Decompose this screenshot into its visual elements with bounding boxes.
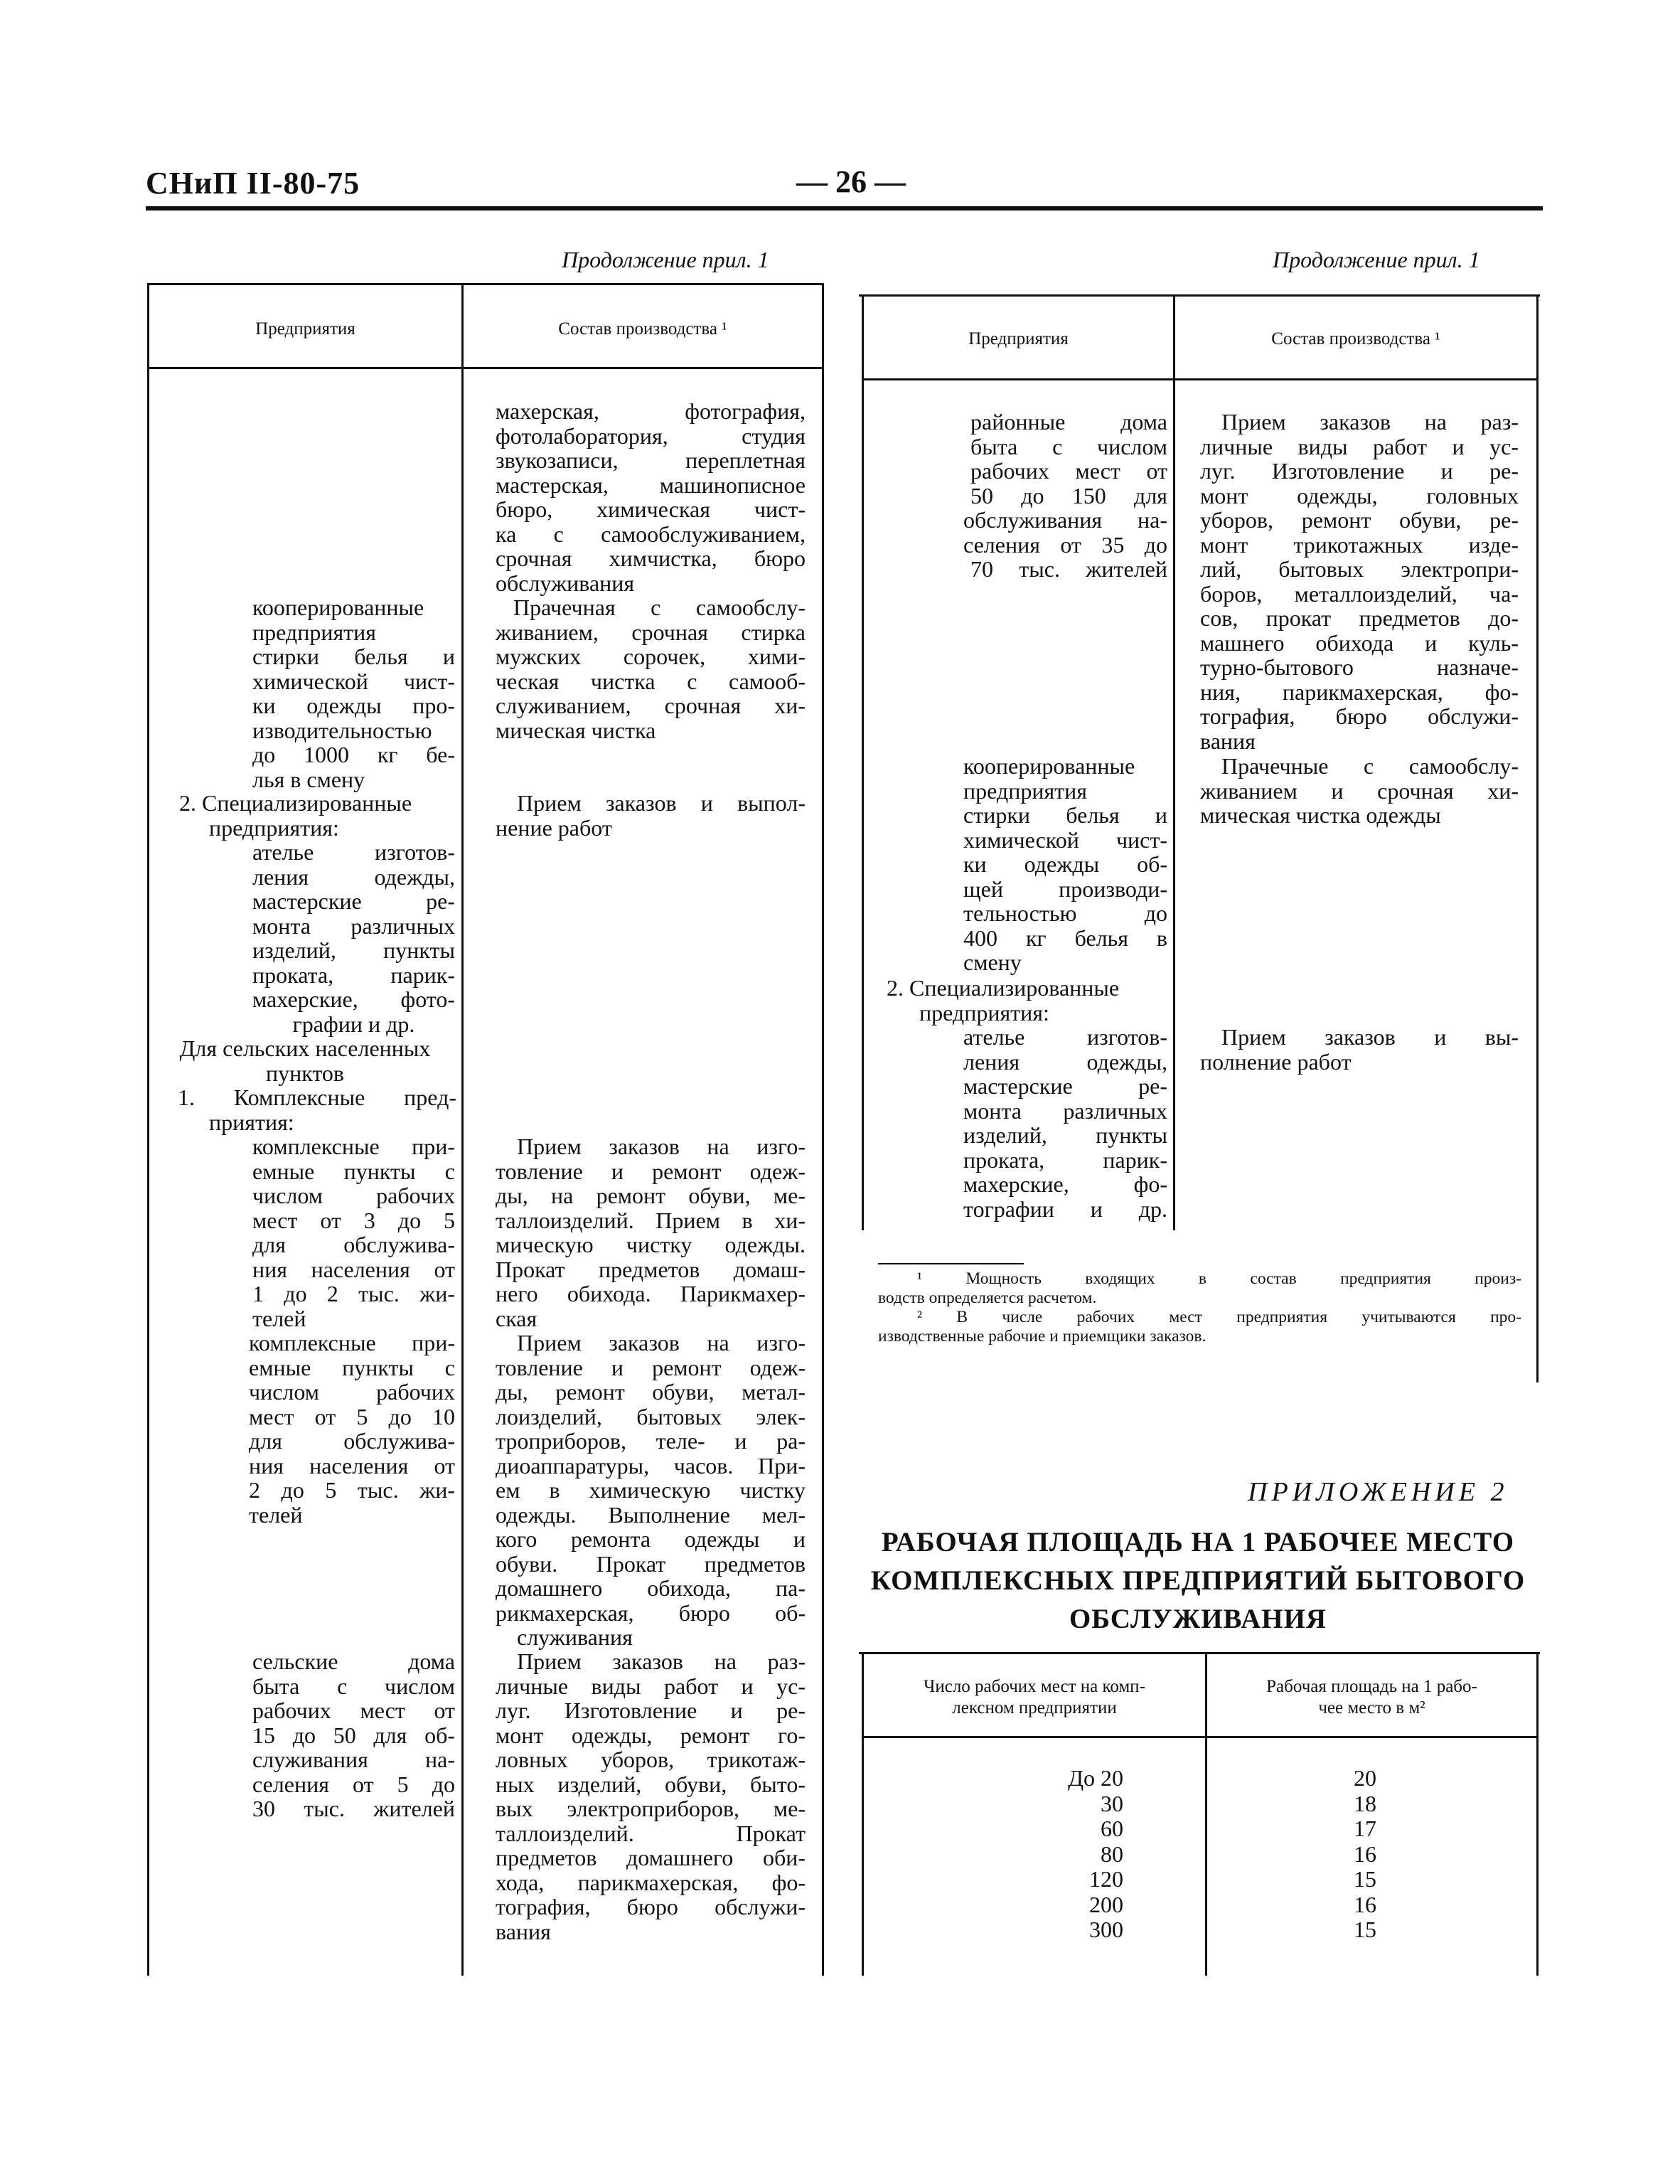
table-cell-places: 60 — [1101, 1816, 1123, 1841]
header-rule — [146, 206, 1543, 211]
table-cell-places: 30 — [1101, 1790, 1123, 1816]
left-table-top-border — [147, 283, 824, 285]
left-table-right-border — [822, 283, 824, 1976]
left-col1-rural-heading: Для сельских населенных пунктов — [179, 1035, 431, 1086]
table-cell-area: 17 — [1354, 1816, 1376, 1841]
left-table-column-divider — [461, 283, 464, 1976]
table-cell-places: 200 — [1089, 1891, 1123, 1917]
left-col2-header: Состав производства ¹ — [558, 319, 727, 339]
appendix-title: РАБОЧАЯ ПЛОЩАДЬ НА 1 РАБОЧЕЕ МЕСТО КОМПЛЕКСНЫХ ПРЕДПРИЯТИЙ БЫТОВОГО ОБСЛУЖИВАНИЯ — [870, 1527, 1526, 1634]
right-col1-specialized-items: ателье изготов- ления одежды, мастерские ре- монта различных изделий, пункты проката, парик- махерские, фо- тографии и др. — [963, 1024, 1167, 1222]
page-number: — 26 — — [796, 164, 906, 199]
table-cell-area: 15 — [1354, 1866, 1376, 1892]
left-col1-complex-a: комплексные при- емные пункты с числом рабочих мест от 3 до 5 для обслужива- ния населения от 1 до 2 тыс. жи- телей — [252, 1134, 455, 1331]
left-continuation-note: Продолжение прил. 1 — [562, 247, 769, 272]
right-table-right-border — [1536, 294, 1539, 1383]
table-cell-area: 15 — [1354, 1917, 1376, 1942]
footnote-rule — [878, 1263, 1024, 1264]
left-table-header-border — [147, 367, 824, 369]
left-col1-complex-b: комплексные при- емные пункты с числом рабочих мест от 5 до 10 для обслужива- ния населения от 2 до 5 тыс. жи- телей — [249, 1330, 455, 1528]
appendix-col1-header: Число рабочих мест на комп- лексном предприятии — [924, 1677, 1145, 1717]
table-cell-area: 16 — [1354, 1891, 1376, 1917]
left-col2-complex-b: Прием заказов на изго- товление и ремонт одеж- ды, ремонт обуви, метал- лоизделий, бытовых элек- троприборов, теле- и ра- диоаппаратуры, часов. При- ем в химическую чистку одежды. Выполнение мел- кого ремонта одежды и обуви. Прокат предметов домашнего обихода, па- рикмахерская, бюро об- служивания — [496, 1330, 806, 1650]
table-cell-places: 80 — [1101, 1841, 1123, 1867]
left-col1-specialized-items: ателье изготов- ления одежды, мастерские ре- монта различных изделий, пункты проката, парик- махерские, фото- графии и др. — [252, 839, 455, 1037]
table-cell-area: 16 — [1354, 1841, 1376, 1867]
right-table-header-border — [862, 378, 1537, 380]
appendix-table-header-border — [862, 1736, 1537, 1738]
left-col1-complex-heading: 1. Комплексные пред- приятия: — [178, 1085, 456, 1135]
right-col1-header: Предприятия — [968, 329, 1069, 348]
right-table-left-border — [862, 294, 864, 1230]
appendix-label: ПРИЛОЖЕНИЕ 2 — [1248, 1477, 1509, 1507]
left-col1-header: Предприятия — [255, 319, 355, 339]
right-col2-coop-laundry: Прачечные с самообслу- живанием и срочная хи- мическая чистка одежды — [1200, 753, 1519, 828]
appendix-table-top-border — [859, 1652, 1540, 1654]
right-col1-coop-laundry: кооперированные предприятия стирки белья и химической чист- ки одежды об- щей производи- тельностью до 400 кг белья в смену — [963, 753, 1167, 975]
left-col2-rural-houses: Прием заказов на раз- личные виды работ и ус- луг. Изготовление и ре- монт одежды, ремонт го- ловных уборов, трикотаж- ных изделий, обуви, быто- вых электроприборов, ме- таллоизделий. Прокат предметов домашнего оби- хода, парикмахерская, фо- тография, бюро обслужи- вания — [496, 1648, 806, 1944]
appendix-table-right-border — [1536, 1652, 1539, 1976]
document-code: СНиП II-80-75 — [146, 166, 360, 201]
appendix-places-column — [995, 1766, 1123, 1943]
appendix-area-column — [1329, 1766, 1401, 1943]
left-col1-rural-houses: сельские дома быта с числом рабочих мест от 15 до 50 для об- служивания на- селения от 5 до 30 тыс. жителей — [252, 1648, 455, 1821]
table-cell-places: 120 — [1089, 1866, 1123, 1892]
left-col1-specialized-heading: 2. Специализированные предприятия: — [179, 790, 412, 841]
left-col2-specialized: Прием заказов и выпол- нение работ — [496, 790, 806, 841]
left-col2-block1: махерская, фотография, фотолаборатория, студия звукозаписи, переплетная мастерская, машинописное бюро, химическая чист- ка с самообслуживанием, срочная химчистка, бюро обслуживания — [496, 398, 806, 596]
right-col2-header: Состав производства ¹ — [1271, 329, 1440, 348]
left-col2-coop-laundry: Прачечная с самообслу- живанием, срочная стирка мужских сорочек, хими- ческая чистка с самооб- служиванием, срочная хи- мическая чистка — [496, 595, 806, 743]
right-col2-district-houses: Прием заказов на раз- личные виды работ и ус- луг. Изготовление и ре- монт одежды, головных уборов, ремонт обуви, ре- монт трикотажных изде- лий, бытовых электропри- боров, металлоизделий, ча- сов, прокат предметов до- машнего обихода и куль- турно-бытового назначе- ния, парикмахерская, фо- тография, бюро обслужи- вания — [1200, 409, 1519, 754]
table-cell-places: 300 — [1089, 1917, 1123, 1942]
table-cell-places: До 20 — [1068, 1765, 1123, 1791]
right-col2-specialized: Прием заказов и вы- полнение работ — [1200, 1024, 1519, 1075]
table-cell-area: 18 — [1354, 1790, 1376, 1816]
right-table-top-border — [859, 294, 1540, 297]
right-col1-district-houses: районные дома быта с числом рабочих мест от 50 до 150 для обслуживания на- селения от 35 до 70 тыс. жителей — [963, 409, 1167, 582]
table-cell-area: 20 — [1354, 1765, 1376, 1791]
left-col1-coop-laundry: кооперированные предприятия стирки белья и химической чист- ки одежды про- изводительностью до 1000 кг бе- лья в смену — [252, 595, 455, 792]
right-continuation-note: Продолжение прил. 1 — [1273, 247, 1480, 272]
left-table-left-border — [147, 283, 149, 1976]
footnote-1: ¹ Мощность входящих в состав предприятия произ- водств определяется расчетом. — [878, 1269, 1521, 1307]
right-col1-specialized-heading: 2. Специализированные предприятия: — [887, 975, 1120, 1026]
left-col2-complex-a: Прием заказов на изго- товление и ремонт одеж- ды, на ремонт обуви, ме- таллоизделий. Прием в хи- мическую чистку одежды. Прокат предметов домаш- него обихода. Парикмахер- ская — [496, 1134, 806, 1331]
footnote-2: ² В числе рабочих мест предприятия учитываются про- изводственные рабочие и приемщики заказов. — [878, 1308, 1521, 1346]
appendix-col2-header: Рабочая площадь на 1 рабо- чее место в м² — [1266, 1677, 1477, 1717]
right-table-column-divider — [1173, 294, 1175, 1230]
